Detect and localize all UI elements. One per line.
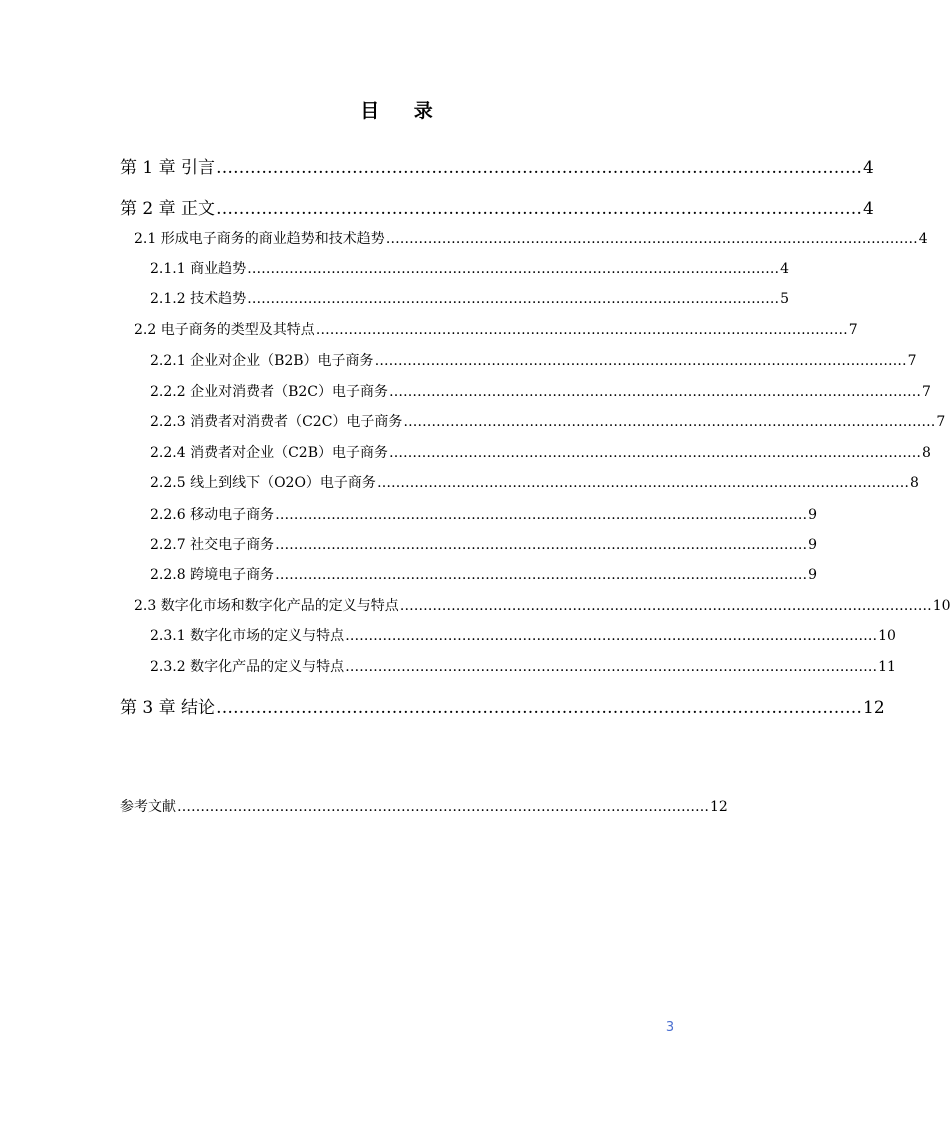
toc-entry-label: 2.1.1 商业趋势 xyxy=(150,261,247,277)
toc-entry-2-2-8[interactable] xyxy=(150,564,817,584)
toc-entry-page: 7 xyxy=(848,322,858,338)
toc-entry-chapter-2[interactable] xyxy=(120,194,874,219)
toc-entry-page: 11 xyxy=(878,659,896,675)
toc-entry-2-2[interactable] xyxy=(134,319,858,339)
toc-entry-2-1-1[interactable] xyxy=(150,258,789,278)
toc-entry-page: 12 xyxy=(863,698,885,718)
toc-leader-dots: …………………………………………………………………………………………………… xyxy=(345,659,878,675)
toc-entry-2-2-5[interactable] xyxy=(150,472,919,492)
toc-leader-dots: …………………………………………………………………………………………………… xyxy=(275,567,808,583)
toc-leader-dots: …………………………………………………………………………………………………… xyxy=(385,231,918,247)
toc-leader-dots: …………………………………………………………………………………………………… xyxy=(216,199,863,219)
toc-entry-2-3-1[interactable] xyxy=(150,625,896,645)
toc-entry-page: 7 xyxy=(907,353,917,369)
toc-entry-label: 2.2.3 消费者对消费者（C2C）电子商务 xyxy=(150,414,403,430)
toc-entry-chapter-1[interactable] xyxy=(120,153,874,178)
toc-title: 目 录 xyxy=(360,100,447,122)
toc-entry-page: 9 xyxy=(808,537,817,553)
toc-entry-2-2-4[interactable] xyxy=(150,442,931,462)
toc-entry-page: 4 xyxy=(780,261,789,277)
toc-entry-2-1-2[interactable] xyxy=(150,288,789,308)
toc-leader-dots: …………………………………………………………………………………………………… xyxy=(247,291,780,307)
toc-entry-page: 8 xyxy=(909,475,919,491)
toc-entry-label: 2.2.2 企业对消费者（B2C）电子商务 xyxy=(150,384,388,400)
toc-entry-page: 12 xyxy=(710,799,728,815)
toc-leader-dots: …………………………………………………………………………………………………… xyxy=(275,507,808,523)
toc-entry-label: 2.1.2 技术趋势 xyxy=(150,291,247,307)
toc-entry-page: 10 xyxy=(932,598,951,614)
toc-entry-page: 9 xyxy=(808,567,817,583)
toc-entry-label: 2.2.6 移动电子商务 xyxy=(150,507,275,523)
toc-leader-dots: …………………………………………………………………………………………………… xyxy=(275,537,808,553)
toc-entry-2-1[interactable] xyxy=(134,228,928,248)
toc-leader-dots: …………………………………………………………………………………………………… xyxy=(388,384,921,400)
toc-entry-2-2-2[interactable] xyxy=(150,381,931,401)
toc-leader-dots: …………………………………………………………………………………………………… xyxy=(216,698,863,718)
toc-entry-page: 8 xyxy=(921,445,931,461)
toc-entry-page: 4 xyxy=(918,231,928,247)
toc-entry-label: 2.3.2 数字化产品的定义与特点 xyxy=(150,659,345,675)
toc-entry-chapter-3[interactable] xyxy=(120,693,885,718)
toc-entry-2-2-3[interactable] xyxy=(150,411,946,431)
toc-entry-page: 5 xyxy=(780,291,789,307)
toc-entry-label: 2.3.1 数字化市场的定义与特点 xyxy=(150,628,345,644)
toc-leader-dots: …………………………………………………………………………………………………… xyxy=(345,628,878,644)
toc-leader-dots: …………………………………………………………………………………………………… xyxy=(315,322,848,338)
toc-leader-dots: …………………………………………………………………………………………………… xyxy=(374,353,907,369)
page-number: 3 xyxy=(665,1020,675,1035)
toc-entry-page: 4 xyxy=(863,158,874,178)
toc-entry-label: 2.1 形成电子商务的商业趋势和技术趋势 xyxy=(134,231,385,247)
toc-entry-2-2-1[interactable] xyxy=(150,350,917,370)
toc-entry-label: 参考文献 xyxy=(120,799,176,815)
toc-entry-page: 4 xyxy=(863,199,874,219)
toc-entry-page: 10 xyxy=(878,628,896,644)
toc-entry-label: 2.3 数字化市场和数字化产品的定义与特点 xyxy=(134,598,399,614)
toc-entry-label: 第 3 章 结论 xyxy=(120,698,216,718)
toc-entry-2-3-2[interactable] xyxy=(150,656,896,676)
toc-entry-label: 2.2.5 线上到线下（O2O）电子商务 xyxy=(150,475,376,491)
toc-entry-2-3[interactable] xyxy=(134,595,951,615)
toc-entry-label: 2.2 电子商务的类型及其特点 xyxy=(134,322,315,338)
toc-leader-dots: …………………………………………………………………………………………………… xyxy=(247,261,780,277)
toc-leader-dots: …………………………………………………………………………………………………… xyxy=(177,799,709,815)
toc-entry-label: 2.2.1 企业对企业（B2B）电子商务 xyxy=(150,353,374,369)
toc-entry-2-2-7[interactable] xyxy=(150,534,817,554)
toc-entry-label: 2.2.8 跨境电子商务 xyxy=(150,567,275,583)
toc-entry-page: 7 xyxy=(921,384,931,400)
toc-leader-dots: …………………………………………………………………………………………………… xyxy=(216,158,863,178)
toc-entry-label: 2.2.7 社交电子商务 xyxy=(150,537,275,553)
toc-leader-dots: …………………………………………………………………………………………………… xyxy=(399,598,932,614)
toc-entry-label: 2.2.4 消费者对企业（C2B）电子商务 xyxy=(150,445,388,461)
toc-entry-label: 第 2 章 正文 xyxy=(120,199,216,219)
toc-entry-label: 第 1 章 引言 xyxy=(120,158,216,178)
toc-leader-dots: …………………………………………………………………………………………………… xyxy=(376,475,909,491)
toc-leader-dots: …………………………………………………………………………………………………… xyxy=(388,445,921,461)
toc-entry-page: 7 xyxy=(936,414,946,430)
toc-entry-2-2-6[interactable] xyxy=(150,504,817,524)
toc-entry-references[interactable] xyxy=(120,796,728,816)
toc-entry-page: 9 xyxy=(808,507,817,523)
toc-leader-dots: …………………………………………………………………………………………………… xyxy=(403,414,936,430)
